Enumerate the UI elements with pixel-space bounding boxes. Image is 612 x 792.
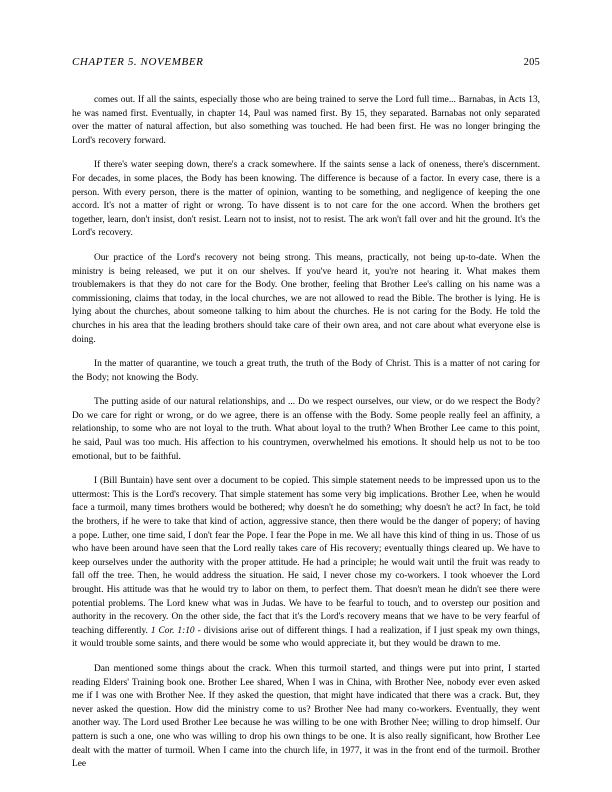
page-header [72,56,540,68]
paragraph: The putting aside of our natural relationships, and ... Do we respect ourselves, our view, or do we respect the Body? Do we care for right or wrong, or do we agree, there is an offense with the Body. Some people really feel an affinity, a relationship, to some who are not loyal to the truth. What about loyal to the truth? When Brother Lee came to this point, he said, Paul was too much. His affection to his countrymen, overwhelmed his emotions. It should help us not to be too emotional, but to be faithful. [72,397,540,462]
paragraph: Our practice of the Lord's recovery not being strong. This means, practically, not being up-to-date. When the ministry is being released, we put it on our shelves. If you've heard it, you're not hearing it. What makes them troublemakers is that they do not care for the Body. One brother, feeling that Brother Lee's calling on his name was a commissioning, claims that today, in the local churches, we are not allowed to read the Bible. The brother is lying. He is lying about the churches, about someone talking to him about the churches. He is not caring for the Body. He told the churches in his area that the leading brothers should take care of their own area, and not care about what everyone else is doing. [72,252,540,345]
chapter-title: CHAPTER 5. NOVEMBER [72,56,204,68]
page-body [72,94,540,772]
paragraph: If there's water seeping down, there's a crack somewhere. If the saints sense a lack of oneness, there's discernment. For decades, in some places, the Body has been knowing. The difference is because of a factor. In every case, there is a person. With every person, there is the matter of opinion, wanting to be something, and negligence of keeping the one accord. It's not a matter of right or wrong. To have dissent is to not care for the one accord. When the brothers get together, learn, don't insist, don't resist. Learn not to insist, not to resist. The ark won't fall over and hit the ground. It's the Lord's recovery. [72,160,540,239]
paragraph: Dan mentioned some things about the crack. When this turmoil started, and things were put into print, I started reading Elders' Training book one. Brother Lee shared, When I was in China, with Brother Nee, nobody ever even asked me if I was one with Brother Nee. If they asked the question, that might have indicated that there was a crack. But, they never asked the question. How did the ministry come to us? Brother Nee had many co-workers. Eventually, they went another way. The Lord used Brother Lee because he was willing to be one with Brother Nee; willing to drop himself. Our pattern is such a one, one who was willing to drop his own things to be one. It is also really significant, how Brother Lee dealt with the matter of turmoil. When I came into the church life, in 1977, it was in the front end of the turmoil. Brother Lee [72,663,540,770]
paragraph: In the matter of quarantine, we touch a great truth, the truth of the Body of Christ. This is a matter of not caring for the Body; not knowing the Body. [72,359,540,383]
paragraph: comes out. If all the saints, especially those who are being trained to serve the Lord full time... Barnabas, in Acts 13, he was named first. Eventually, in chapter 14, Paul was named first. By 15, they separated. Barnabas not only separated over the matter of natural affection, but also something was touched. He had been first. He was no longer bringing the Lord's recovery forward. [72,95,540,146]
page-number: 205 [523,57,540,68]
paragraph: I (Bill Buntain) have sent over a document to be copied. This simple statement needs to be impressed upon us to the uttermost: This is the Lord's recovery. That simple statement has some very big implications. Brother Lee, when he would face a turmoil, many times brothers would be bothered; why doesn't he do something; why doesn't he act? In fact, he told the brothers, if he were to take that kind of action, aggressive stance, then there would be the danger of popery; of having a pope. Luther, one time said, I don't fear the Pope. I fear the Pope in me. We all have this kind of thing in us. Those of us who have been around have seen that the Lord really takes care of His recovery; eventually things cleared up. We have to keep ourselves under the authority with the proper attitude. He had a principle; he would wait until the fruit was ready to fall off the tree. Then, he would address the situation. He said, I never chose my co-workers. I took whoever the Lord brought. His attitude was that he would try to labor on them, to perfect them. That doesn't mean he didn't see there were potential problems. The Lord knew what was in Judas. We have to be fearful to touch, and to overstep our position and authority in the recovery. On the other side, the fact that it's the Lord's recovery means that we have to be very fearful of teaching differently. 1 Cor. 1:10 - divisions arise out of different things. I had a realization, if I just speak my own things, it would trouble some saints, and there would be some who would appreciate it, but they would be drawn to me. [72,476,540,650]
